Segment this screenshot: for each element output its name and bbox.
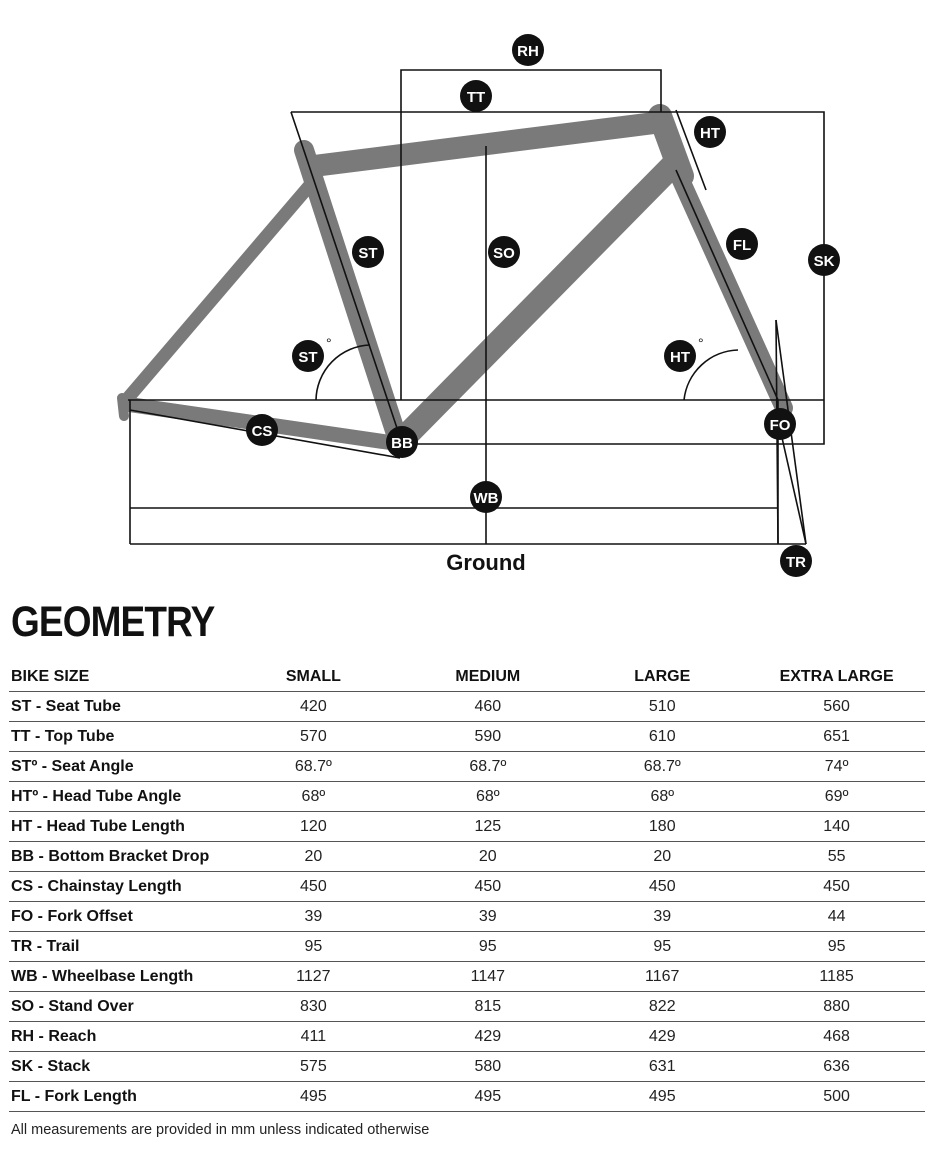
row-value: 651 xyxy=(748,722,925,752)
row-label: ST - Seat Tube xyxy=(9,692,227,722)
row-value: 68.7º xyxy=(227,752,399,782)
header-medium: MEDIUM xyxy=(399,662,576,692)
svg-text:HT: HT xyxy=(700,125,720,142)
row-label: BB - Bottom Bracket Drop xyxy=(9,842,227,872)
row-value: 68º xyxy=(576,782,748,812)
svg-text:TR: TR xyxy=(786,554,806,571)
row-value: 830 xyxy=(227,992,399,1022)
bb-badge xyxy=(386,426,418,458)
row-value: 429 xyxy=(399,1022,576,1052)
row-value: 429 xyxy=(576,1022,748,1052)
row-value: 631 xyxy=(576,1052,748,1082)
svg-text:FO: FO xyxy=(769,417,791,434)
table-body xyxy=(9,692,925,1112)
table-row xyxy=(9,782,925,812)
header-extra-large: EXTRA LARGE xyxy=(748,662,925,692)
header-large: LARGE xyxy=(576,662,748,692)
st-badge xyxy=(352,236,384,268)
row-value: 68.7º xyxy=(576,752,748,782)
row-value: 39 xyxy=(576,902,748,932)
row-label: WB - Wheelbase Length xyxy=(9,962,227,992)
svg-text:HT: HT xyxy=(670,349,690,366)
row-value: 20 xyxy=(399,842,576,872)
row-value: 95 xyxy=(399,932,576,962)
header-bike-size: BIKE SIZE xyxy=(9,662,227,692)
row-value: 44 xyxy=(748,902,925,932)
row-value: 20 xyxy=(227,842,399,872)
svg-text:°: ° xyxy=(698,335,704,351)
row-value: 95 xyxy=(576,932,748,962)
svg-text:SK: SK xyxy=(813,253,835,270)
svg-text:°: ° xyxy=(326,335,332,351)
table-row xyxy=(9,1052,925,1082)
seat-stay xyxy=(128,178,316,398)
rear-dropout xyxy=(122,398,124,416)
row-value: 500 xyxy=(748,1082,925,1112)
row-label: HT - Head Tube Length xyxy=(9,812,227,842)
row-label: FL - Fork Length xyxy=(9,1082,227,1112)
row-value: 95 xyxy=(748,932,925,962)
row-value: 1127 xyxy=(227,962,399,992)
row-label: CS - Chainstay Length xyxy=(9,872,227,902)
row-value: 610 xyxy=(576,722,748,752)
table-row xyxy=(9,722,925,752)
row-value: 468 xyxy=(748,1022,925,1052)
row-value: 1147 xyxy=(399,962,576,992)
table-row xyxy=(9,812,925,842)
row-label: TT - Top Tube xyxy=(9,722,227,752)
wb-badge xyxy=(470,481,502,513)
row-value: 1185 xyxy=(748,962,925,992)
row-label: STº - Seat Angle xyxy=(9,752,227,782)
geometry-table xyxy=(9,662,925,1112)
footnote: All measurements are provided in mm unless indicated otherwise xyxy=(11,1122,430,1138)
svg-text:ST: ST xyxy=(358,245,378,262)
so-badge xyxy=(488,236,520,268)
table-row xyxy=(9,1082,925,1112)
row-value: 450 xyxy=(227,872,399,902)
row-value: 420 xyxy=(227,692,399,722)
row-value: 68º xyxy=(399,782,576,812)
tt-badge xyxy=(460,80,492,112)
svg-text:TT: TT xyxy=(466,89,486,106)
down-tube xyxy=(402,166,672,440)
row-label: TR - Trail xyxy=(9,932,227,962)
row-value: 636 xyxy=(748,1052,925,1082)
table-row xyxy=(9,902,925,932)
row-value: 450 xyxy=(576,872,748,902)
row-value: 120 xyxy=(227,812,399,842)
svg-text:ST: ST xyxy=(298,349,318,366)
table-row xyxy=(9,962,925,992)
row-value: 495 xyxy=(576,1082,748,1112)
row-value: 39 xyxy=(227,902,399,932)
svg-text:CS: CS xyxy=(251,423,273,440)
row-value: 140 xyxy=(748,812,925,842)
ht-badge xyxy=(694,116,726,148)
row-value: 575 xyxy=(227,1052,399,1082)
table-row xyxy=(9,752,925,782)
cs-badge xyxy=(246,414,278,446)
row-value: 95 xyxy=(227,932,399,962)
row-value: 510 xyxy=(576,692,748,722)
row-value: 69º xyxy=(748,782,925,812)
table-row xyxy=(9,842,925,872)
row-value: 55 xyxy=(748,842,925,872)
geometry-title: GEOMETRY xyxy=(11,598,215,646)
row-value: 880 xyxy=(748,992,925,1022)
row-value: 570 xyxy=(227,722,399,752)
row-value: 822 xyxy=(576,992,748,1022)
row-value: 460 xyxy=(399,692,576,722)
row-value: 180 xyxy=(576,812,748,842)
row-value: 68º xyxy=(227,782,399,812)
row-value: 450 xyxy=(399,872,576,902)
svg-text:FL: FL xyxy=(732,237,752,254)
row-value: 20 xyxy=(576,842,748,872)
table-header-row xyxy=(9,662,925,692)
row-label: SO - Stand Over xyxy=(9,992,227,1022)
st-angle-badge xyxy=(292,335,332,372)
row-value: 590 xyxy=(399,722,576,752)
svg-text:SO: SO xyxy=(493,245,515,262)
row-label: RH - Reach xyxy=(9,1022,227,1052)
ground-label: Ground xyxy=(446,550,526,575)
svg-text:BB: BB xyxy=(391,435,413,452)
fo-badge xyxy=(764,408,796,440)
fl-badge xyxy=(726,228,758,260)
table-row xyxy=(9,872,925,902)
row-label: SK - Stack xyxy=(9,1052,227,1082)
row-value: 74º xyxy=(748,752,925,782)
top-tube xyxy=(314,122,662,166)
row-value: 450 xyxy=(748,872,925,902)
row-label: FO - Fork Offset xyxy=(9,902,227,932)
rh-badge xyxy=(512,34,544,66)
table-row xyxy=(9,1022,925,1052)
ht-angle-badge xyxy=(664,335,704,372)
svg-text:RH: RH xyxy=(517,43,539,60)
row-label: HTº - Head Tube Angle xyxy=(9,782,227,812)
row-value: 125 xyxy=(399,812,576,842)
row-value: 815 xyxy=(399,992,576,1022)
row-value: 495 xyxy=(399,1082,576,1112)
table-row xyxy=(9,932,925,962)
sk-badge xyxy=(808,244,840,276)
row-value: 560 xyxy=(748,692,925,722)
row-value: 39 xyxy=(399,902,576,932)
table-row xyxy=(9,692,925,722)
row-value: 580 xyxy=(399,1052,576,1082)
table-row xyxy=(9,992,925,1022)
tr-badge xyxy=(780,545,812,577)
row-value: 68.7º xyxy=(399,752,576,782)
row-value: 495 xyxy=(227,1082,399,1112)
svg-text:WB: WB xyxy=(473,490,499,507)
row-value: 411 xyxy=(227,1022,399,1052)
row-value: 1167 xyxy=(576,962,748,992)
header-small: SMALL xyxy=(227,662,399,692)
